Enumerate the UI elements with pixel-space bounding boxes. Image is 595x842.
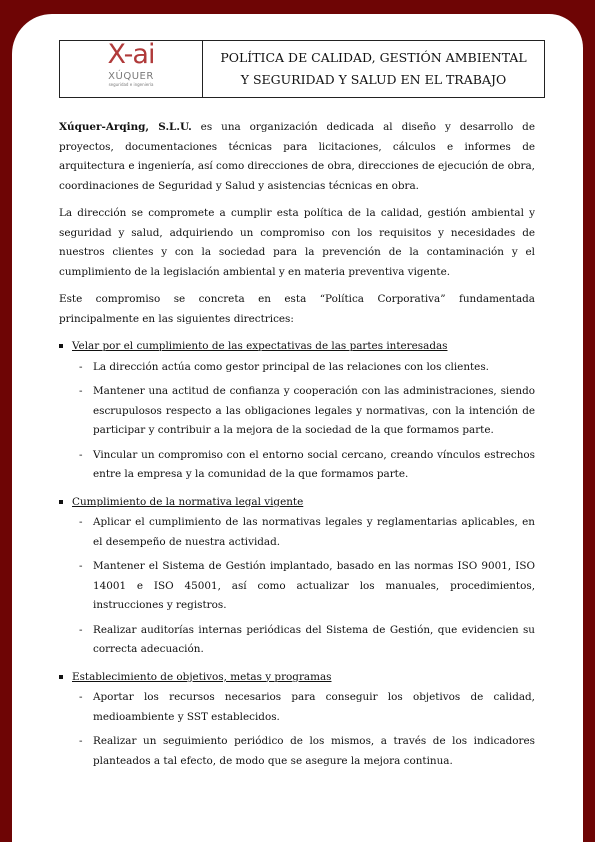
dash-bullet-icon: - bbox=[79, 623, 83, 636]
list-item bbox=[59, 732, 535, 771]
list-item bbox=[59, 621, 535, 660]
section-expectations bbox=[59, 337, 535, 485]
list-item-text: La dirección actúa como gestor principal de las relaciones con los clientes. bbox=[93, 360, 489, 373]
list-item bbox=[59, 358, 535, 378]
section-heading bbox=[59, 337, 535, 357]
list-item-text: Vincular un compromiso con el entorno social cercano, creando vínculos estrechos entre la empresa y la comunidad de la que formamos parte. bbox=[93, 448, 535, 480]
square-bullet-icon bbox=[59, 344, 63, 348]
dash-bullet-icon: - bbox=[79, 448, 83, 461]
list-item bbox=[59, 446, 535, 485]
intro-paragraph-1-text: es una organización dedicada al diseño y desarrollo de proyectos, documentaciones técnicas para licitaciones, cálculos e informes de arquitectura e ingeniería, así como direcciones de obra, direcciones de ejecución de obra, coordinaciones de Seguridad y Salud y asistencias técnicas en obra. bbox=[59, 121, 535, 192]
logo-tagline: seguridad e ingeniería bbox=[108, 82, 154, 87]
intro-paragraph-2: La dirección se compromete a cumplir esta política de la calidad, gestión ambiental y seguridad y salud, adquiriendo un compromiso con los requisitos y necesidades de nuestros clientes y con la sociedad para la prevención de la contaminación y el cumplimiento de la legislación ambiental y en materia preventiva vigente. bbox=[59, 207, 535, 278]
section-heading-label: Establecimiento de objetivos, metas y programas bbox=[72, 670, 332, 683]
list-item bbox=[59, 513, 535, 552]
document-body bbox=[59, 118, 535, 772]
dash-bullet-icon: - bbox=[79, 691, 83, 703]
dash-bullet-icon: - bbox=[79, 516, 83, 528]
title-line-2: Y SEGURIDAD Y SALUD EN EL TRABAJO bbox=[240, 72, 507, 87]
title-line-1: POLÍTICA DE CALIDAD, GESTIÓN AMBIENTAL bbox=[220, 50, 527, 65]
intro-paragraph-1 bbox=[59, 118, 535, 196]
dash-bullet-icon: - bbox=[79, 735, 83, 747]
dash-bullet-icon: - bbox=[79, 360, 83, 373]
square-bullet-icon bbox=[59, 500, 63, 504]
logo-mark: X-ai bbox=[107, 39, 155, 70]
dash-bullet-icon: - bbox=[79, 560, 83, 572]
document-header bbox=[59, 40, 545, 98]
logo-cell bbox=[60, 41, 203, 97]
list-item-text: Realizar un seguimiento periódico de los mismos, a través de los indicadores planteados a tal efecto, de modo que se asegure la mejora continua. bbox=[93, 735, 535, 767]
company-logo bbox=[101, 39, 161, 92]
dash-bullet-icon: - bbox=[79, 385, 83, 397]
logo-name: XÚQUER bbox=[108, 71, 154, 82]
list-item-text: Aportar los recursos necesarios para conseguir los objetivos de calidad, medioambiente y SST establecidos. bbox=[93, 691, 535, 723]
list-item-text: Mantener el Sistema de Gestión implantado, basado en las normas ISO 9001, ISO 14001 e ISO 45001, así como actualizar los manuales, procedimientos, instrucciones y registros. bbox=[93, 560, 535, 611]
square-bullet-icon bbox=[59, 675, 63, 679]
list-item-text: Mantener una actitud de confianza y cooperación con las administraciones, siendo escrupulosos respecto a las obligaciones legales y normativas, con la intención de participar y contribuir a la mejora de la sociedad de la que formamos parte. bbox=[93, 385, 535, 436]
section-heading-label: Velar por el cumplimiento de las expectativas de las partes interesadas bbox=[72, 340, 448, 352]
list-item bbox=[59, 557, 535, 616]
intro-paragraph-3: Este compromiso se concreta en esta “Política Corporativa” fundamentada principalmente en las siguientes directrices: bbox=[59, 293, 535, 325]
list-item-text: Realizar auditorías internas periódicas del Sistema de Gestión, que evidencien su correcta adecuación. bbox=[93, 623, 535, 655]
section-objectives bbox=[59, 668, 535, 772]
section-heading-label: Cumplimiento de la normativa legal vigente bbox=[72, 495, 304, 508]
list-item bbox=[59, 382, 535, 441]
document-title bbox=[203, 41, 544, 97]
section-heading bbox=[59, 493, 535, 513]
list-item-text: Aplicar el cumplimiento de las normativas legales y reglamentarias aplicables, en el desempeño de nuestra actividad. bbox=[93, 516, 535, 548]
section-heading bbox=[59, 668, 535, 688]
section-legal-compliance bbox=[59, 493, 535, 660]
list-item bbox=[59, 688, 535, 727]
company-name: Xúquer-Arqing, S.L.U. bbox=[59, 121, 192, 133]
